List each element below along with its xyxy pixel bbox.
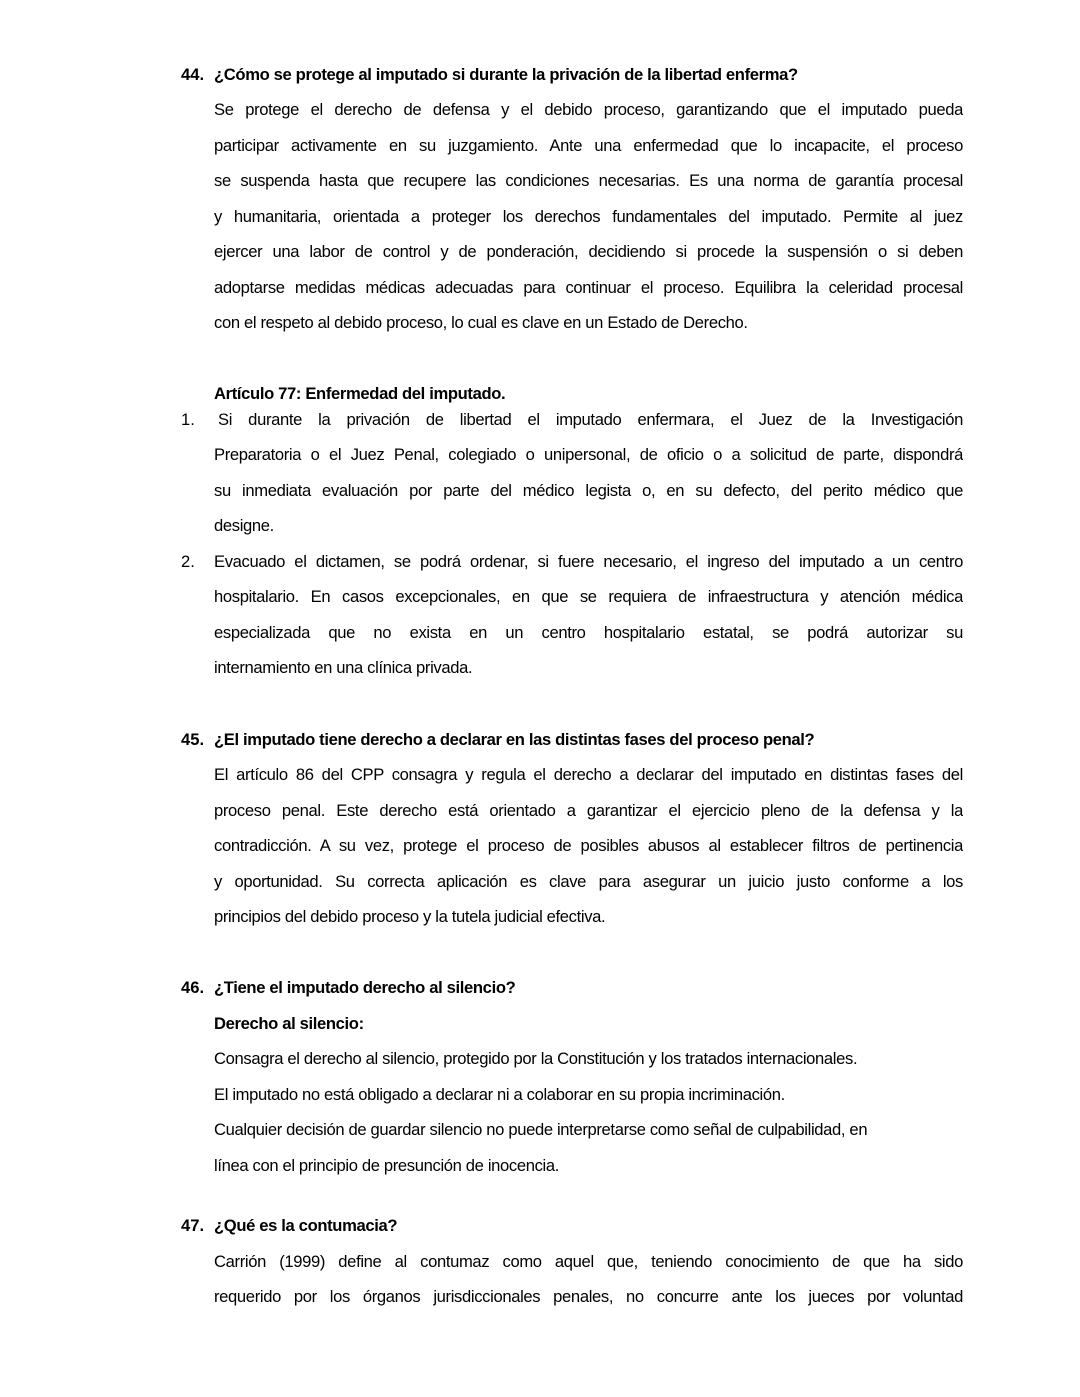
article-item-line: Preparatoria o el Juez Penal, colegiado o unipersonal, de oficio o a solicitud de parte, dispondrá <box>214 445 963 464</box>
question-heading: ¿Cómo se protege al imputado si durante la privación de la libertad enferma? <box>214 65 798 84</box>
answer-line: adoptarse medidas médicas adecuadas para continuar el proceso. Equilibra la celeridad procesal <box>214 278 963 297</box>
answer-line: requerido por los órganos jurisdiccionales penales, no concurre ante los jueces por voluntad <box>214 1287 963 1306</box>
question-heading: ¿Qué es la contumacia? <box>214 1216 398 1235</box>
question-heading: ¿Tiene el imputado derecho al silencio? <box>214 978 516 997</box>
answer-line: participar activamente en su juzgamiento. Ante una enfermedad que lo incapacite, el proceso <box>214 136 963 155</box>
answer-line: se suspenda hasta que recupere las condiciones necesarias. Es una norma de garantía procesal <box>214 171 963 190</box>
article-item-line: su inmediata evaluación por parte del médico legista o, en su defecto, del perito médico que <box>214 481 963 500</box>
list-number: 2. <box>181 552 195 571</box>
answer-line: línea con el principio de presunción de inocencia. <box>214 1156 560 1175</box>
article-item-line: internamiento en una clínica privada. <box>214 658 473 677</box>
article-item-line: hospitalario. En casos excepcionales, en que se requiera de infraestructura y atención médica <box>214 587 963 606</box>
article-item-line: Si durante la privación de libertad el imputado enfermara, el Juez de la Investigación <box>218 410 963 429</box>
subheading: Derecho al silencio: <box>214 1014 364 1033</box>
answer-line: con el respeto al debido proceso, lo cual es clave en un Estado de Derecho. <box>214 313 748 332</box>
answer-line: y humanitaria, orientada a proteger los derechos fundamentales del imputado. Permite al juez <box>214 207 963 226</box>
answer-line: El imputado no está obligado a declarar ni a colaborar en su propia incriminación. <box>214 1085 785 1104</box>
article-item-line: especializada que no exista en un centro hospitalario estatal, se podrá autorizar su <box>214 623 963 642</box>
answer-line: El artículo 86 del CPP consagra y regula el derecho a declarar del imputado en distintas fases del <box>214 765 963 784</box>
question-number: 45. <box>181 730 205 749</box>
question-heading: ¿El imputado tiene derecho a declarar en las distintas fases del proceso penal? <box>214 730 815 749</box>
answer-line: Se protege el derecho de defensa y el debido proceso, garantizando que el imputado pueda <box>214 100 963 119</box>
list-number: 1. <box>181 410 195 429</box>
answer-line: contradicción. A su vez, protege el proceso de posibles abusos al establecer filtros de pertinencia <box>214 836 963 855</box>
question-number: 46. <box>181 978 205 997</box>
article-item-line: designe. <box>214 516 274 535</box>
question-number: 44. <box>181 65 205 84</box>
answer-line: Carrión (1999) define al contumaz como aquel que, teniendo conocimiento de que ha sido <box>214 1252 963 1271</box>
answer-line: proceso penal. Este derecho está orientado a garantizar el ejercicio pleno de la defensa y la <box>214 801 963 820</box>
answer-line: Cualquier decisión de guardar silencio no puede interpretarse como señal de culpabilidad, en <box>214 1120 868 1139</box>
question-number: 47. <box>181 1216 205 1235</box>
article-title: Artículo 77: Enfermedad del imputado. <box>214 384 506 403</box>
answer-line: y oportunidad. Su correcta aplicación es clave para asegurar un juicio justo conforme a los <box>214 872 963 891</box>
answer-line: Consagra el derecho al silencio, protegido por la Constitución y los tratados internacionales. <box>214 1049 858 1068</box>
answer-line: principios del debido proceso y la tutela judicial efectiva. <box>214 907 606 926</box>
answer-line: ejercer una labor de control y de ponderación, decidiendo si procede la suspensión o si deben <box>214 242 963 261</box>
article-item-line: Evacuado el dictamen, se podrá ordenar, si fuere necesario, el ingreso del imputado a un centro <box>214 552 963 571</box>
